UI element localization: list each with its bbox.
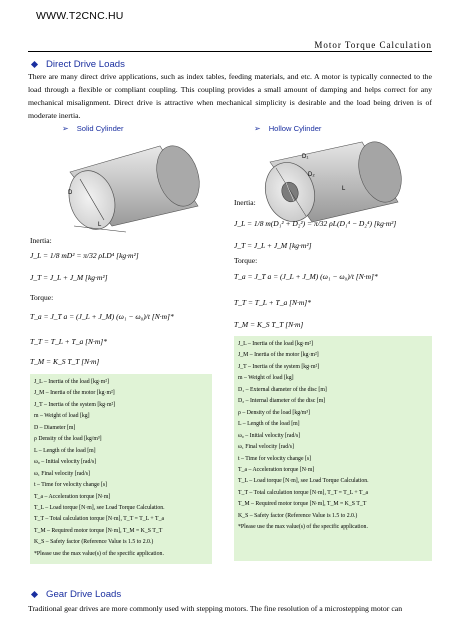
direct-drive-heading-text: Direct Drive Loads xyxy=(46,59,125,70)
header-rule xyxy=(28,51,432,52)
legend-item: T_a – Acceleration torque [N·m] xyxy=(34,493,111,500)
legend-item: ω₀ – Initial velocity [rad/s] xyxy=(238,432,301,439)
legend-item: T_T – Total calculation torque [N·m], T_T = T_L + T_a xyxy=(238,489,369,496)
legend-item: K_S – Safety factor (Reference Value is 1.5 to 2.0.) xyxy=(238,512,358,519)
gear-drive-heading xyxy=(30,589,121,600)
document-title: Motor Torque Calculation xyxy=(314,40,432,50)
length-label: L xyxy=(342,186,346,192)
arrow-bullet-icon: ➢ xyxy=(254,124,261,133)
hollow-eq-system-inertia: J_T = J_L + J_M [kg·m²] xyxy=(234,241,312,250)
legend-item: J_L – Inertia of the load [kg·m²] xyxy=(238,341,313,347)
hollow-eq-motor-torque: T_M = K_S T_T [N·m] xyxy=(234,320,304,329)
solid-eq-system-inertia: J_T = J_L + J_M [kg·m²] xyxy=(30,273,108,282)
hollow-eq-load-inertia: J_L = 1/8 m(D₁² + D₂²) = π/32 ρL(D₁⁴ − D₂⁴) [kg·m²] xyxy=(234,219,397,228)
legend-item: D₁ – External diameter of the disc [m] xyxy=(238,386,327,393)
legend-item: *Please use the max value(s) of the specific application. xyxy=(238,524,368,531)
legend-item: D – Diameter [m] xyxy=(34,424,76,431)
legend-item: T_L – Load torque [N·m], see Load Torque Calculation. xyxy=(34,504,165,511)
inner-diameter-label: D₂ xyxy=(308,172,315,178)
solid-legend-box xyxy=(30,374,212,564)
outer-diameter-label: D₁ xyxy=(302,154,309,160)
solid-eq-accel-torque: T_a = J_T a = (J_L + J_M) (ω₁ − ω₀)/t [N·m]* xyxy=(30,312,174,321)
legend-item: ω₀ – Initial velocity [rad/s] xyxy=(34,459,97,466)
legend-item: J_M – Inertia of the motor [kg·m²] xyxy=(238,352,319,359)
legend-item: L – Length of the load [m] xyxy=(34,447,96,454)
legend-item: *Please use the max value(s) of the specific application. xyxy=(34,550,164,557)
legend-item: J_T – Inertia of the system [kg·m²] xyxy=(238,363,320,370)
legend-item: J_T – Inertia of the system [kg·m²] xyxy=(34,401,116,408)
legend-item: ρ Density of the load [kg/m³] xyxy=(34,436,102,443)
solid-eq-motor-torque: T_M = K_S T_T [N·m] xyxy=(30,357,100,366)
solid-eq-load-inertia: J_L = 1/8 mD² = π/32 ρLD⁴ [kg·m²] xyxy=(30,251,139,260)
diamond-bullet-icon xyxy=(31,61,38,68)
arrow-bullet-icon: ➢ xyxy=(62,124,69,133)
legend-item: J_M – Inertia of the motor [kg·m²] xyxy=(34,390,115,397)
legend-item: t – Time for velocity change [s] xyxy=(238,455,312,462)
legend-item: m – Weight of load [kg] xyxy=(238,375,294,382)
hollow-cylinder-diagram xyxy=(232,138,404,228)
hollow-eq-total-torque: T_T = T_L + T_a [N·m]* xyxy=(234,298,311,307)
legend-item: D₂ – Internal diameter of the disc [m] xyxy=(238,398,326,405)
legend-item: t – Time for velocity change [s] xyxy=(34,482,108,489)
legend-item: m – Weight of load [kg] xyxy=(34,413,90,420)
gear-drive-heading-text: Gear Drive Loads xyxy=(46,589,122,600)
legend-item: ω₁ Final velocity [rad/s] xyxy=(238,444,294,451)
length-label: L xyxy=(98,222,102,228)
hollow-cylinder-title-text: Hollow Cylinder xyxy=(268,124,322,133)
hollow-cylinder-title xyxy=(254,124,321,133)
hollow-inertia-label: Inertia: xyxy=(234,198,256,207)
gear-drive-paragraph: Traditional gear drives are more commonly used with stepping motors. The fine resolution of a microstepping motor can xyxy=(28,604,403,613)
legend-item: K_S – Safety factor (Reference Value is 1.5 to 2.0.) xyxy=(34,539,154,546)
legend-item: L – Length of the load [m] xyxy=(238,421,300,428)
legend-item: T_M – Required motor torque [N·m], T_M = K_S T_T xyxy=(238,501,367,508)
diamond-bullet-icon xyxy=(31,591,38,598)
legend-item: T_L – Load torque [N·m], see Load Torque Calculation. xyxy=(238,478,369,485)
solid-torque-label: Torque: xyxy=(30,293,54,302)
solid-eq-total-torque: T_T = T_L + T_a [N·m]* xyxy=(30,337,107,346)
hollow-eq-accel-torque: T_a = J_T a = (J_L + J_M) (ω₁ − ω₀)/t [N·m]* xyxy=(234,272,378,281)
legend-item: ω₁ Final velocity [rad/s] xyxy=(34,470,90,477)
direct-drive-paragraph: There are many direct drive applications, such as index tables, feeding materials, and etc. A motor is typically connected to the load through a flexible or compliant coupling. This coupling provides a small amount of damping and helps correct for any mechanical misalignment. Direct drive is attractive when mechanical simplicity is desirable and the load being driven is of moderate inertia. xyxy=(28,72,432,121)
direct-drive-heading xyxy=(30,59,125,70)
solid-cylinder-title xyxy=(62,124,124,133)
legend-item: T_M – Required motor torque [N·m], T_M = K_S T_T xyxy=(34,527,163,534)
hollow-torque-label: Torque: xyxy=(234,256,258,265)
legend-item: T_a – Acceleration torque [N·m] xyxy=(238,466,315,473)
diameter-label: D xyxy=(68,190,73,196)
site-url: WWW.T2CNC.HU xyxy=(36,10,124,22)
hollow-legend-box xyxy=(234,336,432,561)
legend-item: ρ – Density of the load [kg/m³] xyxy=(238,409,310,416)
solid-cylinder-title-text: Solid Cylinder xyxy=(76,124,124,133)
legend-item: T_T – Total calculation torque [N·m], T_T = T_L + T_a xyxy=(34,516,165,523)
solid-inertia-label: Inertia: xyxy=(30,236,52,245)
solid-cylinder-diagram xyxy=(40,140,212,234)
legend-item: J_L – Inertia of the load [kg·m²] xyxy=(34,379,109,385)
